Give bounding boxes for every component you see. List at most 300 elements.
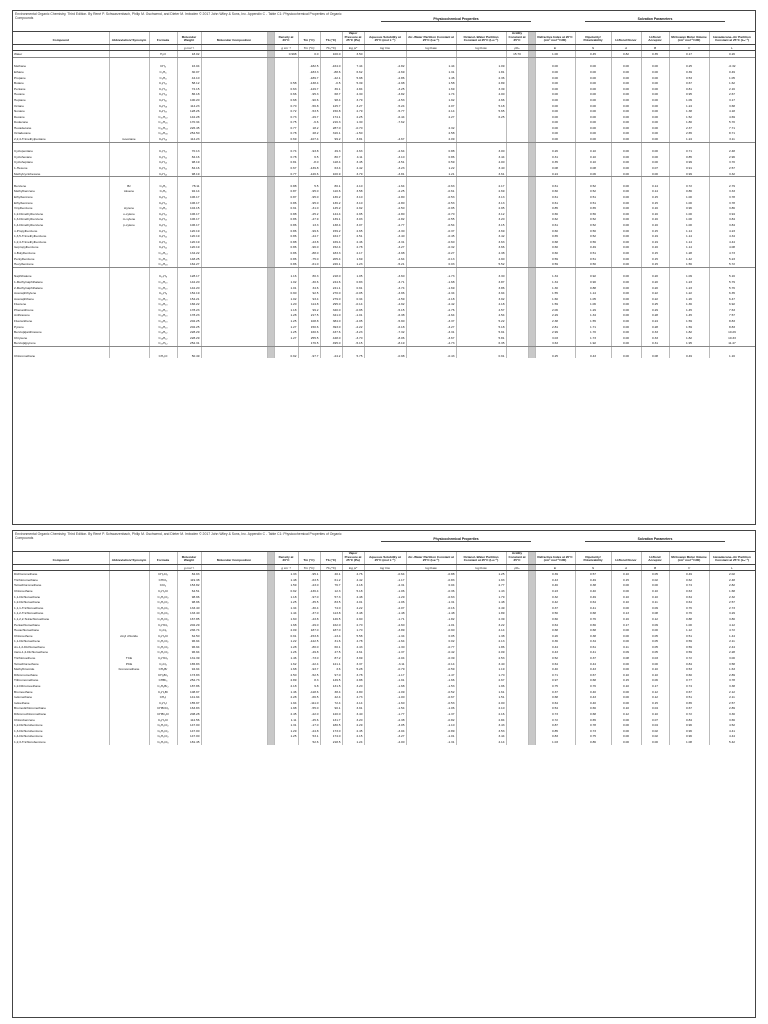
cell-e: 0.59: [535, 256, 575, 262]
cell-kow: 6.35: [456, 341, 506, 347]
cell-tb: 159.2: [320, 228, 342, 234]
cell-f: C₉H₁₂: [149, 239, 177, 245]
cell-mw: 120.19: [177, 245, 201, 251]
cell-tb: 60.1: [320, 644, 342, 650]
cell-mw: 106.17: [177, 222, 201, 228]
column-header: Octanol–Water Partition Constant at 25°C (Loᵢ⁻¹): [456, 32, 506, 44]
cell-kaw: -0.16: [406, 605, 456, 611]
compound-name: 1,1,2,2-Tetrachloroethane: [13, 616, 109, 622]
cell-kow: 1.70: [456, 672, 506, 678]
cell-d: 1.25: [274, 329, 298, 335]
cell-s: 0.56: [575, 239, 611, 245]
unit-cell: [528, 564, 535, 571]
cell-ha: 0.00: [611, 296, 641, 302]
cell-f: CH₂Cl₂: [149, 571, 177, 577]
cell-sw: -6.44: [364, 114, 406, 120]
cell-mw: 170.34: [177, 120, 201, 126]
cell-f: C₂H₃Cl₃: [149, 605, 177, 611]
cell-e: 0.40: [535, 666, 575, 672]
cell-vp: 2.92: [342, 205, 364, 211]
cell-hb: 0.05: [641, 639, 669, 645]
cell-f: CCl₄: [149, 583, 177, 589]
cell-a: isooctane: [109, 136, 149, 142]
cell-hb: 0.33: [641, 335, 669, 341]
cell-l: 0.49: [709, 69, 755, 75]
cell-ha: 0.00: [611, 200, 641, 206]
compound-name: Pentylbenzene: [13, 256, 109, 262]
cell-e: 0.60: [535, 250, 575, 256]
cell-tb: 74.0: [320, 605, 342, 611]
cell-sw: [364, 51, 406, 58]
cell-kaw: 1.46: [406, 75, 456, 81]
cell-hb: 0.00: [641, 627, 669, 633]
cell-v: 1.82: [669, 335, 709, 341]
cell-hb: 0.00: [641, 103, 669, 109]
cell-v: 1.52: [669, 114, 709, 120]
unit-cell: log Kᵢaw: [406, 44, 456, 51]
cell-f: C₁₃H₁₀: [149, 302, 177, 308]
cell-mw: 92.14: [177, 189, 201, 195]
cell-kaw: -0.53: [406, 200, 456, 206]
cell-kaw: -0.59: [406, 666, 456, 672]
cell-ha: 0.13: [611, 611, 641, 617]
cell-mw: 155.97: [177, 700, 201, 706]
cell-kow: 3.53: [456, 728, 506, 734]
cell-d: 0.70: [274, 103, 298, 109]
column-header: Vapor Pressure at 25°C (Pa): [342, 32, 364, 44]
cell-d: 0.67: [274, 165, 298, 171]
cell-ha: 0.00: [611, 739, 641, 745]
cell-f: CH₃Br: [149, 666, 177, 672]
column-header: Octanol–Water Partition Constant at 25°C (Loᵢ⁻¹): [456, 552, 506, 564]
cell-tb: 121.1: [320, 661, 342, 667]
cell-kow: 3.22: [456, 622, 506, 628]
compound-name: Benzo[a]anthracene: [13, 329, 109, 335]
cell-s: 0.92: [575, 274, 611, 280]
cell-sw: -3.30: [364, 228, 406, 234]
cell-d: 0.88: [274, 211, 298, 217]
cell-hb: 0.08: [641, 611, 669, 617]
cell-ha: 0.00: [611, 335, 641, 341]
cell-mw: 163.83: [177, 706, 201, 712]
cell-s: 0.43: [575, 353, 611, 359]
cell-kow: 4.18: [456, 302, 506, 308]
cell-vp: 1.24: [342, 739, 364, 745]
cell-s: 1.14: [575, 290, 611, 296]
cell-sw: -4.67: [364, 136, 406, 142]
compound-name: 1,1-Dichloroethene: [13, 639, 109, 645]
cell-tb: 68.7: [320, 92, 342, 98]
cell-d: 1.34: [274, 605, 298, 611]
cell-v: 0.96: [669, 728, 709, 734]
page-header: [13, 11, 755, 32]
cell-sw: -5.15: [364, 307, 406, 313]
cell-f: C₅H₁₀: [149, 148, 177, 154]
cell-kaw: -0.70: [406, 211, 456, 217]
cell-ha: 0.00: [611, 114, 641, 120]
unit-cell: V: [669, 44, 709, 51]
cell-kaw: -0.52: [406, 689, 456, 695]
compound-name: Ethane: [13, 69, 109, 75]
cell-f: C₂₀H₁₂: [149, 341, 177, 347]
cell-hb: 0.02: [641, 734, 669, 740]
cell-f: C₁₀H₈: [149, 274, 177, 280]
compound-name: Heptane: [13, 97, 109, 103]
cell-tm: -95.1: [298, 571, 320, 577]
cell-mw: 187.86: [177, 683, 201, 689]
cell-sw: -2.60: [364, 622, 406, 628]
compound-name: Hexylbenzene: [13, 261, 109, 267]
cell-s: 0.75: [575, 734, 611, 740]
cell-s: 1.73: [575, 335, 611, 341]
cell-hb: 0.20: [641, 279, 669, 285]
cell-a: styrene: [109, 205, 149, 211]
cell-e: 0.64: [535, 700, 575, 706]
cell-l: 4.12: [709, 622, 755, 628]
cell-v: 1.24: [669, 103, 709, 109]
cell-f: C₂H₃Cl: [149, 633, 177, 639]
unit-cell: g cm⁻³: [274, 564, 298, 571]
cell-mw: 120.19: [177, 239, 201, 245]
cell-sw: -2.80: [364, 211, 406, 217]
unit-cell: [13, 44, 109, 51]
cell-a: TCE: [109, 655, 149, 661]
cell-v: 0.60: [669, 672, 709, 678]
cell-mw: 104.15: [177, 205, 201, 211]
cell-sw: -2.04: [364, 655, 406, 661]
cell-vp: -0.05: [342, 290, 364, 296]
cell-e: 0.87: [535, 722, 575, 728]
cell-vp: 2.15: [342, 734, 364, 740]
gap-cell: [267, 51, 274, 58]
cell-hb: 0.05: [641, 650, 669, 656]
cell-mw: 98.19: [177, 171, 201, 177]
cell-v: 0.67: [669, 689, 709, 695]
composition-cell: [201, 51, 267, 58]
cell-kow: 5.91: [456, 329, 506, 335]
cell-s: 0.38: [575, 633, 611, 639]
cell-ha: 0.00: [611, 329, 641, 335]
cell-f: C₆H₁₂: [149, 165, 177, 171]
cell-s: 0.40: [575, 700, 611, 706]
cell-vp: 4.80: [342, 689, 364, 695]
cell-sw: -3.96: [364, 290, 406, 296]
cell-d: 1.46: [274, 655, 298, 661]
cell-sw: -3.81: [364, 171, 406, 177]
cell-v: 0.49: [669, 353, 709, 359]
cell-e: 2.99: [535, 329, 575, 335]
cell-kow: 1.51: [456, 694, 506, 700]
cell-tm: -136.4: [298, 588, 320, 594]
cell-mw: 94.94: [177, 666, 201, 672]
cell-d: 0.86: [274, 233, 298, 239]
compound-name: 1,4-Dichlorobenzene: [13, 734, 109, 740]
column-header: Refractive Index at 20°C (cm³ mol⁻¹/100): [535, 552, 575, 564]
cell-hb: 0.04: [641, 722, 669, 728]
cell-kow: 3.20: [456, 217, 506, 223]
cell-tm: 80.3: [298, 274, 320, 280]
cell-tb: 152.4: [320, 245, 342, 251]
cell-s: 0.90: [575, 279, 611, 285]
cell-vp: 5.75: [342, 353, 364, 359]
compound-name: 1,2-Dichlorobenzene: [13, 722, 109, 728]
cell-ha: 0.00: [611, 92, 641, 98]
cell-l: 10.33: [709, 335, 755, 341]
cell-v: 1.09: [669, 274, 709, 280]
cell-mw: 152.19: [177, 290, 201, 296]
cell-kow: 3.44: [456, 734, 506, 740]
cell-s: 0.38: [575, 583, 611, 589]
cell-sw: -1.09: [364, 689, 406, 695]
cell-sw: -1.68: [364, 683, 406, 689]
compound-name: Trichloroethene: [13, 655, 109, 661]
cell-f: C₆H₆: [149, 183, 177, 189]
cell-mw: 202.25: [177, 318, 201, 324]
cell-kaw: -1.01: [406, 734, 456, 740]
cell-sw: -3.11: [364, 661, 406, 667]
cell-f: C₆H₁₄: [149, 92, 177, 98]
cell-tb: 36.1: [320, 86, 342, 92]
cell-s: 0.65: [575, 717, 611, 723]
cell-kow: 2.53: [456, 655, 506, 661]
cell-tm: -44.7: [298, 233, 320, 239]
unit-cell: B: [641, 564, 669, 571]
cell-kaw: -1.73: [406, 274, 456, 280]
cell-vp: 5.58: [342, 633, 364, 639]
cell-tb: 49.3: [320, 148, 342, 154]
cell-mw: 167.85: [177, 616, 201, 622]
cell-vp: 2.90: [342, 616, 364, 622]
compound-name: Bromodichloromethane: [13, 706, 109, 712]
cell-e: 0.61: [535, 194, 575, 200]
cell-kaw: -0.45: [406, 233, 456, 239]
cell-sw: -8.06: [364, 335, 406, 341]
cell-hb: 0.00: [641, 136, 669, 142]
cell-kow: 1.81: [456, 69, 506, 75]
cell-kow: 2.16: [456, 711, 506, 717]
cell-sw: -0.98: [364, 353, 406, 359]
table-row: [13, 739, 755, 745]
cell-s: 0.00: [575, 103, 611, 109]
column-header: Refractive Index at 20°C (cm³ mol⁻¹/100): [535, 32, 575, 44]
cell-sw: -3.05: [364, 722, 406, 728]
cell-l: 2.28: [709, 650, 755, 656]
header-note: Environmental Organic Chemistry, Third Edition. By René P. Schwarzenbach, Philip M. Gschwend, and Dieter M. Imboden © 2017 John Wiley & Sons, Inc. Appendix C - Table C1: Physicochemical Properties of Organic Compounds: [15, 12, 342, 21]
cell-vp: 2.79: [342, 108, 364, 114]
cell-mw: 181.45: [177, 739, 201, 745]
cell-s: 0.06: [575, 171, 611, 177]
cell-kaw: -0.82: [406, 717, 456, 723]
cell-kaw: 0.02: [406, 639, 456, 645]
cell-mw: 166.22: [177, 302, 201, 308]
cell-kow: 4.00: [456, 160, 506, 166]
cell-e: 0.60: [535, 245, 575, 251]
cell-l: 2.57: [709, 700, 755, 706]
column-header: H-Bond Donor: [611, 552, 641, 564]
cell-kow: 5.18: [456, 103, 506, 109]
compound-name: 1,4-Dimethylbenzene: [13, 222, 109, 228]
cell-vp: 3.40: [342, 711, 364, 717]
cell-sw: -2.38: [364, 717, 406, 723]
cell-l: 5.42: [709, 739, 755, 745]
cell-d: 1.27: [274, 335, 298, 341]
cell-e: 0.43: [535, 650, 575, 656]
cell-ha: 0.00: [611, 136, 641, 142]
cell-tb: 218.0: [320, 274, 342, 280]
cell-l: 3.84: [709, 222, 755, 228]
cell-l: 3.70: [709, 160, 755, 166]
cell-v: 0.85: [669, 154, 709, 160]
compound-name: Water: [13, 51, 109, 58]
cell-d: 1.68: [274, 666, 298, 672]
cell-e: 0.00: [535, 103, 575, 109]
cell-tb: 145.2: [320, 205, 342, 211]
cell-l: 2.11: [709, 694, 755, 700]
cell-v: 0.96: [669, 734, 709, 740]
cell-l: 3.00: [709, 655, 755, 661]
cell-f: C₆H₄Cl₂: [149, 728, 177, 734]
cell-e: 0.00: [535, 97, 575, 103]
column-header: Air–Water Partition Constant at 25°C (Laᵢ⁻¹): [406, 32, 456, 44]
cell-tb: 131.5: [320, 683, 342, 689]
cell-f: C₈H₁₀: [149, 222, 177, 228]
cell-kow: 4.57: [456, 307, 506, 313]
cell-mw: 142.28: [177, 114, 201, 120]
cell-kow: 3.39: [456, 86, 506, 92]
compound-name: Tribromomethane: [13, 678, 109, 684]
cell-ha: 0.00: [611, 279, 641, 285]
cell-e: 1.00: [535, 51, 575, 58]
cell-hb: 0.00: [641, 80, 669, 86]
compound-name: Chlorobenzene: [13, 717, 109, 723]
cell-ha: 0.00: [611, 666, 641, 672]
cell-s: 0.68: [575, 678, 611, 684]
cell-vp: 3.99: [342, 655, 364, 661]
cell-s: 0.51: [575, 194, 611, 200]
cell-v: 0.53: [669, 75, 709, 81]
cell-ha: 0.11: [611, 644, 641, 650]
cell-l: 8.83: [709, 318, 755, 324]
cell-v: 2.65: [669, 131, 709, 137]
cell-d: 0.91: [274, 205, 298, 211]
cell-kaw: 1.31: [406, 69, 456, 75]
cell-kow: 1.19: [456, 666, 506, 672]
cell-sw: -0.79: [364, 666, 406, 672]
cell-kow: 4.14: [456, 739, 506, 745]
cell-sw: -3.25: [364, 86, 406, 92]
cell-kow: 2.69: [456, 189, 506, 195]
cell-hb: 0.10: [641, 672, 669, 678]
cell-tb: 98.4: [320, 97, 342, 103]
column-header: Hexadecane–Air Partition Constant at 25°C (Lᵢₐ⁻¹): [709, 32, 755, 44]
unit-cell: E: [535, 564, 575, 571]
cell-f: C₂H₂Cl₂: [149, 650, 177, 656]
cell-kaw: -0.32: [406, 245, 456, 251]
cell-ha: 0.00: [611, 165, 641, 171]
cell-l: 2.79: [709, 183, 755, 189]
cell-v: 0.91: [669, 165, 709, 171]
cell-l: 5.76: [709, 285, 755, 291]
cell-vp: 3.37: [342, 661, 364, 667]
cell-tm: -95.0: [298, 194, 320, 200]
cell-vp: 0.91: [342, 285, 364, 291]
cell-d: 1.20: [274, 302, 298, 308]
cell-l: 3.78: [709, 200, 755, 206]
cell-kow: 1.79: [456, 594, 506, 600]
cell-tb: 149.5: [320, 678, 342, 684]
cell-hb: 0.02: [641, 577, 669, 583]
cell-sw: -1.48: [364, 611, 406, 617]
cell-kaw: -0.54: [406, 222, 456, 228]
cell-kaw: -1.01: [406, 622, 456, 628]
cell-vp: 4.84: [342, 86, 364, 92]
cell-f: C₆H₄Cl₂: [149, 722, 177, 728]
cell-v: 0.77: [669, 678, 709, 684]
cell-v: 0.25: [669, 64, 709, 70]
cell-hb: 0.15: [641, 261, 669, 267]
cell-s: 1.71: [575, 324, 611, 330]
cell-hb: 0.00: [641, 160, 669, 166]
cell-ha: 0.00: [611, 722, 641, 728]
cell-kaw: -4.73: [406, 341, 456, 347]
cell-tm: 160.6: [298, 329, 320, 335]
cell-hb: 0.14: [641, 189, 669, 195]
cell-tm: -97.7: [298, 353, 320, 359]
cell-mw: 162.27: [177, 261, 201, 267]
compound-name: Octadecane: [13, 131, 109, 137]
cell-d: 1.02: [274, 296, 298, 302]
cell-e: 0.39: [535, 571, 575, 577]
cell-tb: 174.1: [320, 114, 342, 120]
cell-hb: 0.11: [641, 599, 669, 605]
cell-kaw: -0.61: [406, 189, 456, 195]
cell-mw: 134.22: [177, 250, 201, 256]
cell-s: 0.41: [575, 605, 611, 611]
cell-ha: 0.00: [611, 689, 641, 695]
gap-cell: [528, 353, 535, 359]
cell-e: 0.00: [535, 125, 575, 131]
table-page-2: [12, 530, 756, 1018]
cell-kow: 4.38: [456, 250, 506, 256]
cell-vp: 3.50: [342, 51, 364, 58]
cell-sw: -2.50: [364, 205, 406, 211]
cell-l: 4.52: [709, 722, 755, 728]
cell-ha: 0.82: [611, 51, 641, 58]
cell-f: C₂H₄Br₂: [149, 683, 177, 689]
cell-v: 0.63: [669, 588, 709, 594]
cell-l: 4.69: [709, 114, 755, 120]
cell-ha: 0.00: [611, 588, 641, 594]
cell-vp: 6.62: [342, 69, 364, 75]
cell-e: 0.60: [535, 228, 575, 234]
cell-ha: 0.00: [611, 728, 641, 734]
cell-kow: 1.38: [456, 633, 506, 639]
cell-vp: -0.70: [342, 125, 364, 131]
cell-s: 0.00: [575, 80, 611, 86]
cell-f: CH₄: [149, 64, 177, 70]
cell-d: 0.77: [274, 171, 298, 177]
cell-kaw: -1.37: [406, 711, 456, 717]
cell-sw: -1.71: [364, 616, 406, 622]
cell-mw: 106.17: [177, 194, 201, 200]
compound-name: Iodoethane: [13, 700, 109, 706]
cell-d: 0.73: [274, 114, 298, 120]
composition-cell: [201, 353, 267, 359]
cell-d: 1.22: [274, 639, 298, 645]
cell-tb: 241.1: [320, 285, 342, 291]
composition-cell: [201, 739, 267, 745]
cell-d: 0.86: [274, 245, 298, 251]
